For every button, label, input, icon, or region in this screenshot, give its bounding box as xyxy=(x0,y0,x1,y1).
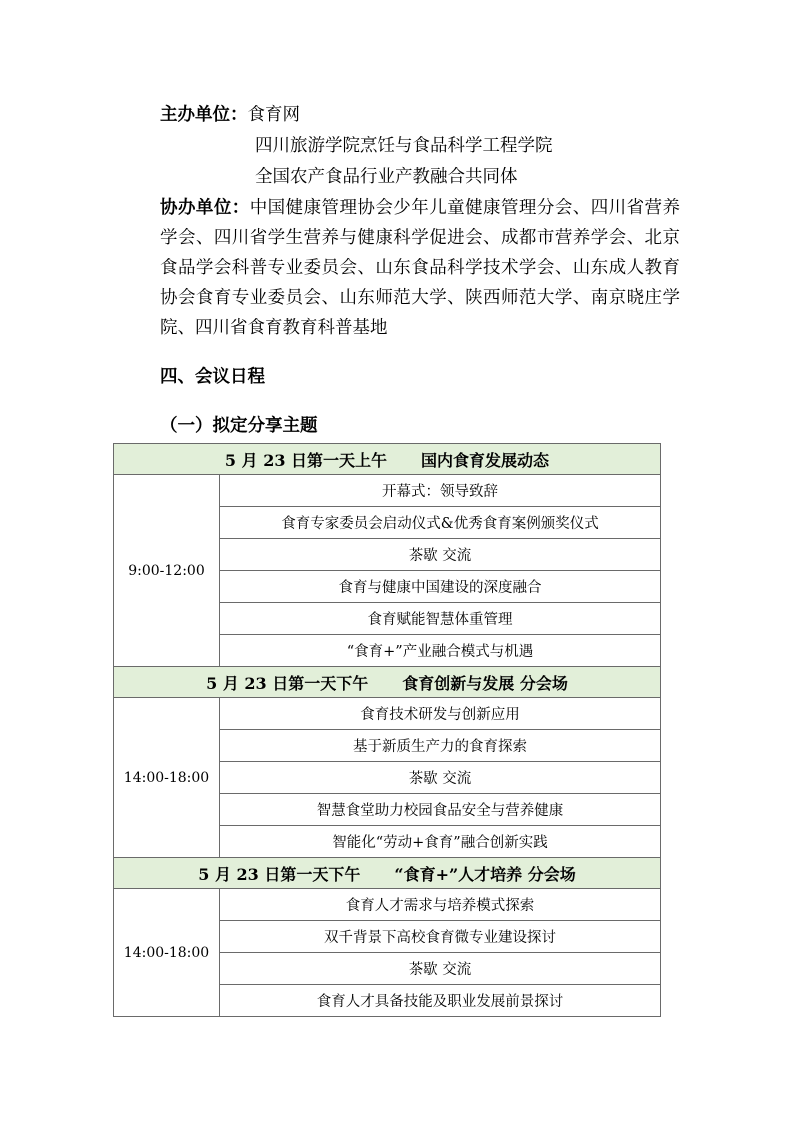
topic-cell: 双千背景下高校食育微专业建设探讨 xyxy=(220,921,661,953)
topic-cell: 基于新质生产力的食育探索 xyxy=(220,730,661,762)
header-day: 5 月 23 日第一天下午 xyxy=(198,864,361,884)
co-label: 协办单位： xyxy=(160,198,250,218)
subsection-title: （一）拟定分享主题 xyxy=(160,416,318,436)
host-1: 食育网 xyxy=(247,105,300,125)
schedule-header xyxy=(114,444,661,475)
topic-cell: 开幕式：领导致辞 xyxy=(220,475,661,507)
time-cell: 14:00-18:00 xyxy=(114,698,220,858)
host-3: 全国农产食品行业产教融合共同体 xyxy=(255,167,518,187)
topic-cell: 智能化“劳动+食育”融合创新实践 xyxy=(220,826,661,858)
time-cell: 9:00-12:00 xyxy=(114,475,220,667)
header-day: 5 月 23 日第一天上午 xyxy=(224,450,388,470)
host-2: 四川旅游学院烹饪与食品科学工程学院 xyxy=(255,136,553,156)
schedule-header xyxy=(114,667,661,698)
topic-cell: “食育+”产业融合模式与机遇 xyxy=(220,635,661,667)
topic-cell: 食育与健康中国建设的深度融合 xyxy=(220,571,661,603)
topic-cell: 食育人才具备技能及职业发展前景探讨 xyxy=(220,985,661,1017)
schedule-header xyxy=(114,858,661,889)
topic-cell: 茶歇 交流 xyxy=(220,762,661,794)
topic-cell: 智慧食堂助力校园食品安全与营养健康 xyxy=(220,794,661,826)
topic-cell: 食育人才需求与培养模式探索 xyxy=(220,889,661,921)
schedule-table xyxy=(113,443,661,1017)
table-row xyxy=(114,698,661,730)
header-topic: “食育+”人才培养 分会场 xyxy=(394,864,576,884)
section-title: 四、会议日程 xyxy=(160,367,265,387)
co-text: 中国健康管理协会少年儿童健康管理分会、四川省营养学会、四川省学生营养与健康科学促进会、成都市营养学会、北京食品学会科普专业委员会、山东食品科学技术学会、山东成人教育协会食育专业委员会、山东师范大学、陕西师范大学、南京晓庄学院、四川省食育教育科普基地 xyxy=(160,198,681,338)
table-row xyxy=(114,475,661,507)
schedule-header-row xyxy=(114,444,661,475)
table-row xyxy=(114,889,661,921)
topic-cell: 食育赋能智慧体重管理 xyxy=(220,603,661,635)
host-label: 主办单位： xyxy=(160,105,248,125)
time-cell: 14:00-18:00 xyxy=(114,889,220,1017)
topic-cell: 茶歇 交流 xyxy=(220,539,661,571)
topic-cell: 茶歇 交流 xyxy=(220,953,661,985)
header-topic: 国内食育发展动态 xyxy=(421,450,550,470)
co-organizers-paragraph xyxy=(160,193,680,343)
header-topic: 食育创新与发展 分会场 xyxy=(402,673,568,693)
host-line-1 xyxy=(160,100,300,130)
schedule-header-row xyxy=(114,858,661,889)
header-day: 5 月 23 日第一天下午 xyxy=(206,673,369,693)
schedule-header-row xyxy=(114,667,661,698)
topic-cell: 食育技术研发与创新应用 xyxy=(220,698,661,730)
topic-cell: 食育专家委员会启动仪式&优秀食育案例颁奖仪式 xyxy=(220,507,661,539)
